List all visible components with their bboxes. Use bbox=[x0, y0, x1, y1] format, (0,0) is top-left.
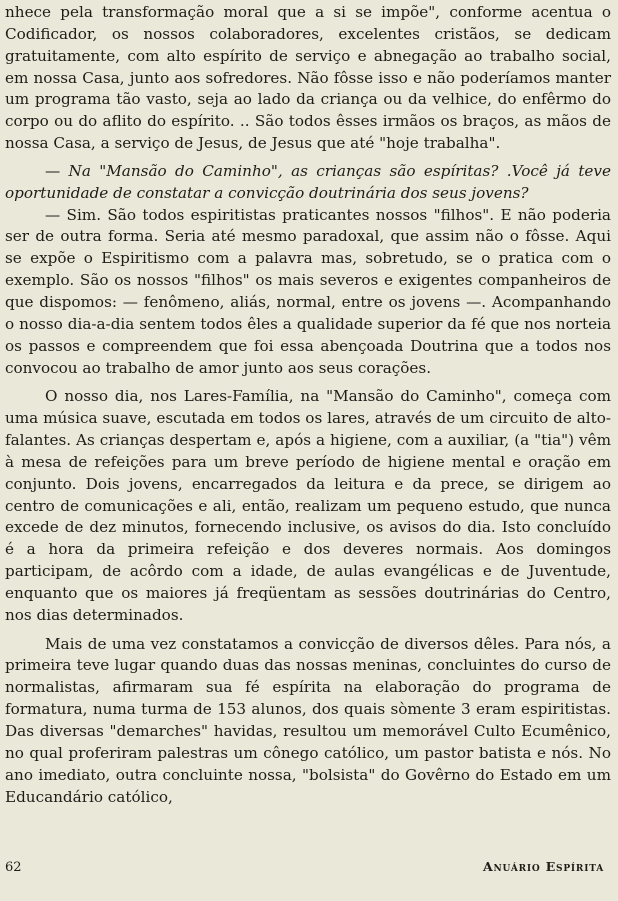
daily-routine-paragraph: O nosso dia, nos Lares-Família, na "Mansão do Caminho", começa com uma música suave, escutada em todos os lares, através de um circuito de alto-falantes. As crianças despertam e, após a higiene, com a auxiliar, (a "tia") vêm à mesa de refeições para um breve período de higiene mental e oração em conjunto. Dois jovens, encarregados da leitura e da prece, se dirigem ao centro de comunicações e ali, então, realizam um pequeno estudo, que nunca excede de dez minutos, fornecendo inclusive, os avisos do dia. Isto concluído é a hora da primeira refeição e dos deveres normais. Aos domingos participam, de acôrdo com a idade, de aulas evangélicas e de Juventude, enquanto que os maiores já freqüentam as sessões doutrinárias do Centro, nos dias determinados. bbox=[5, 387, 611, 624]
page-number: 62 bbox=[5, 860, 22, 875]
page-footer bbox=[5, 859, 604, 875]
journal-title: Anuário Espírita bbox=[482, 859, 604, 874]
body-text bbox=[5, 2, 611, 808]
paragraph-continuation: nhece pela transformação moral que a si se impõe", conforme acentua o Codificador, os nossos colaboradores, excelentes cristãos, se dedicam gratuitamente, com alto espírito de serviço e abnegação ao trabalho social, em nossa Casa, junto aos sofredores. Não fôsse isso e não poderíamos manter um programa tão vasto, seja ao lado da criança ou da velhice, do enfêrmo do corpo ou do aflito do espírito. .. São todos êsses irmãos os braços, as mãos de nossa Casa, a serviço de Jesus, de Jesus que até "hoje trabalha". bbox=[5, 3, 611, 153]
answer-paragraph: — Sim. São todos espiritistas praticantes nossos "filhos". E não poderia ser de outra forma. Seria até mesmo paradoxal, que assim não o fôsse. Aqui se expõe o Espiritismo com a palavra mas, sobretudo, se o pratica com o exemplo. São os nossos "filhos" os mais severos e exigentes companheiros de que dispomos: — fenômeno, aliás, normal, entre os jovens —. Acompanhando o nosso dia-a-dia sentem todos êles a qualidade superior da fé que nos norteia os passos e compreendem que foi essa abençoada Doutrina que a todos nos convocou ao trabalho de amor junto aos seus corações. bbox=[5, 205, 611, 377]
interview-question: — Na "Mansão do Caminho", as crianças são espíritas? .Você já teve oportunidade de constatar a convicção doutrinária dos seus jovens? bbox=[5, 161, 611, 202]
conviction-paragraph: Mais de uma vez constatamos a convicção de diversos dêles. Para nós, a primeira teve lugar quando duas das nossas meninas, concluintes do curso de normalistas, afirmaram sua fé espírita na elaboração do programa de formatura, numa turma de 153 alunos, dos quais sòmente 3 eram espiritistas. Das diversas "demarches" havidas, resultou um memorável Culto Ecumênico, no qual proferiram palestras um cônego católico, um pastor batista e nós. No ano imediato, outra concluinte nossa, "bolsista" do Govêrno do Estado em um Educandário católico, bbox=[5, 634, 611, 806]
